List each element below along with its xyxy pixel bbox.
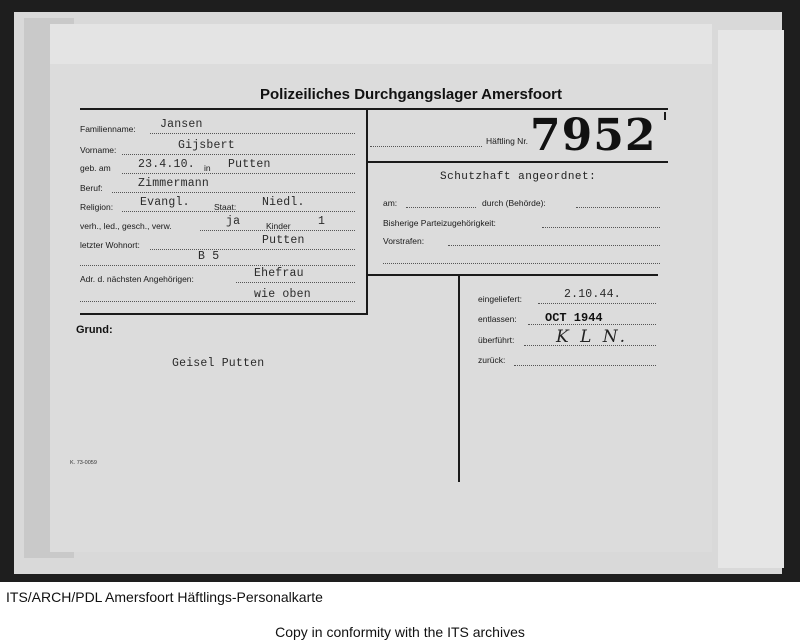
eingeliefert-dots <box>538 303 656 304</box>
form-code: K. 73-0059 <box>70 460 97 466</box>
beruf-label: Beruf: <box>80 183 103 193</box>
grund-value: Geisel Putten <box>172 357 265 370</box>
in-value: Putten <box>228 158 271 171</box>
eingeliefert-value: 2.10.44. <box>564 288 621 301</box>
geb-dots <box>122 173 355 174</box>
familienname-label: Familienname: <box>80 124 136 134</box>
geb-label: geb. am <box>80 163 111 173</box>
ueberfuehrt-dots <box>524 345 656 346</box>
partei-label: Bisherige Parteizugehörigkeit: <box>383 218 496 228</box>
beruf-value: Zimmermann <box>138 177 210 190</box>
number-box-bottom-rule <box>368 161 668 163</box>
vorstrafen-dots <box>448 245 660 246</box>
familienname-value: Jansen <box>160 118 203 131</box>
entlassen-dots <box>528 324 656 325</box>
zurueck-label: zurück: <box>478 355 506 365</box>
am-dots <box>406 207 476 208</box>
vorstrafen-dots-2 <box>383 263 660 264</box>
zurueck-dots <box>514 365 656 366</box>
religion-label: Religion: <box>80 202 114 212</box>
in-label: in <box>204 163 211 173</box>
kinder-label: Kinder <box>266 221 291 231</box>
card-title: Polizeiliches Durchgangslager Amersfoort <box>259 86 563 103</box>
am-label: am: <box>383 198 398 208</box>
ueberfuehrt-label: überführt: <box>478 335 515 345</box>
verh-label: verh., led., gesch., verw. <box>80 221 172 231</box>
beruf-dots <box>112 192 355 193</box>
religion-value: Evangl. <box>140 196 190 209</box>
movement-left-rule <box>458 276 460 482</box>
adr-label: Adr. d. nächsten Angehörigen: <box>80 274 194 284</box>
card-top-shade <box>50 24 712 64</box>
personal-box-right-rule <box>366 110 368 315</box>
vorname-label: Vorname: <box>80 145 117 155</box>
durch-label: durch (Behörde): <box>482 198 546 208</box>
kinder-value: 1 <box>318 215 326 228</box>
vorname-value: Gijsbert <box>178 139 235 152</box>
grund-label: Grund: <box>76 324 113 336</box>
prisoner-number-label: Häftling Nr. <box>486 136 529 146</box>
wohnort-value: Putten <box>262 234 305 247</box>
vorname-dots <box>122 154 355 155</box>
durch-dots <box>576 207 660 208</box>
entlassen-label: entlassen: <box>478 314 517 324</box>
religion-dots <box>122 211 355 212</box>
familienname-dots <box>150 133 355 134</box>
wohnort-extra-value: B 5 <box>198 250 220 263</box>
corner-mark <box>664 112 666 120</box>
wohnort-dots <box>150 249 355 250</box>
staat-value: Niedl. <box>262 196 305 209</box>
verh-dots <box>200 230 355 231</box>
wohnort-extra-dots <box>80 265 355 266</box>
conformity-note-caption: Copy in conformity with the ITS archives <box>275 624 525 640</box>
paper-edge-right <box>718 30 784 568</box>
vorstrafen-label: Vorstrafen: <box>383 236 425 246</box>
archive-reference-caption: ITS/ARCH/PDL Amersfoort Häftlings-Personalkarte <box>6 589 323 605</box>
prisoner-number-dots <box>370 146 482 147</box>
adr-value-2: wie oben <box>254 288 311 301</box>
schutzhaft-title: Schutzhaft angeordnet: <box>440 171 597 183</box>
eingeliefert-label: eingeliefert: <box>478 294 522 304</box>
personal-box-bottom-rule <box>80 313 367 315</box>
verh-value: ja <box>226 215 241 228</box>
entlassen-stamp: OCT 1944 <box>545 311 603 325</box>
schutzhaft-bottom-rule <box>368 274 658 276</box>
wohnort-label: letzter Wohnort: <box>80 240 140 250</box>
adr-value-1: Ehefrau <box>254 267 304 280</box>
staat-label: Staat: <box>214 202 237 212</box>
partei-dots <box>542 227 660 228</box>
adr-dots-2 <box>80 301 355 302</box>
prisoner-number: 7952 <box>530 110 657 161</box>
ueberfuehrt-value: K L N. <box>556 327 628 347</box>
adr-dots <box>236 282 355 283</box>
geb-value: 23.4.10. <box>138 158 195 171</box>
